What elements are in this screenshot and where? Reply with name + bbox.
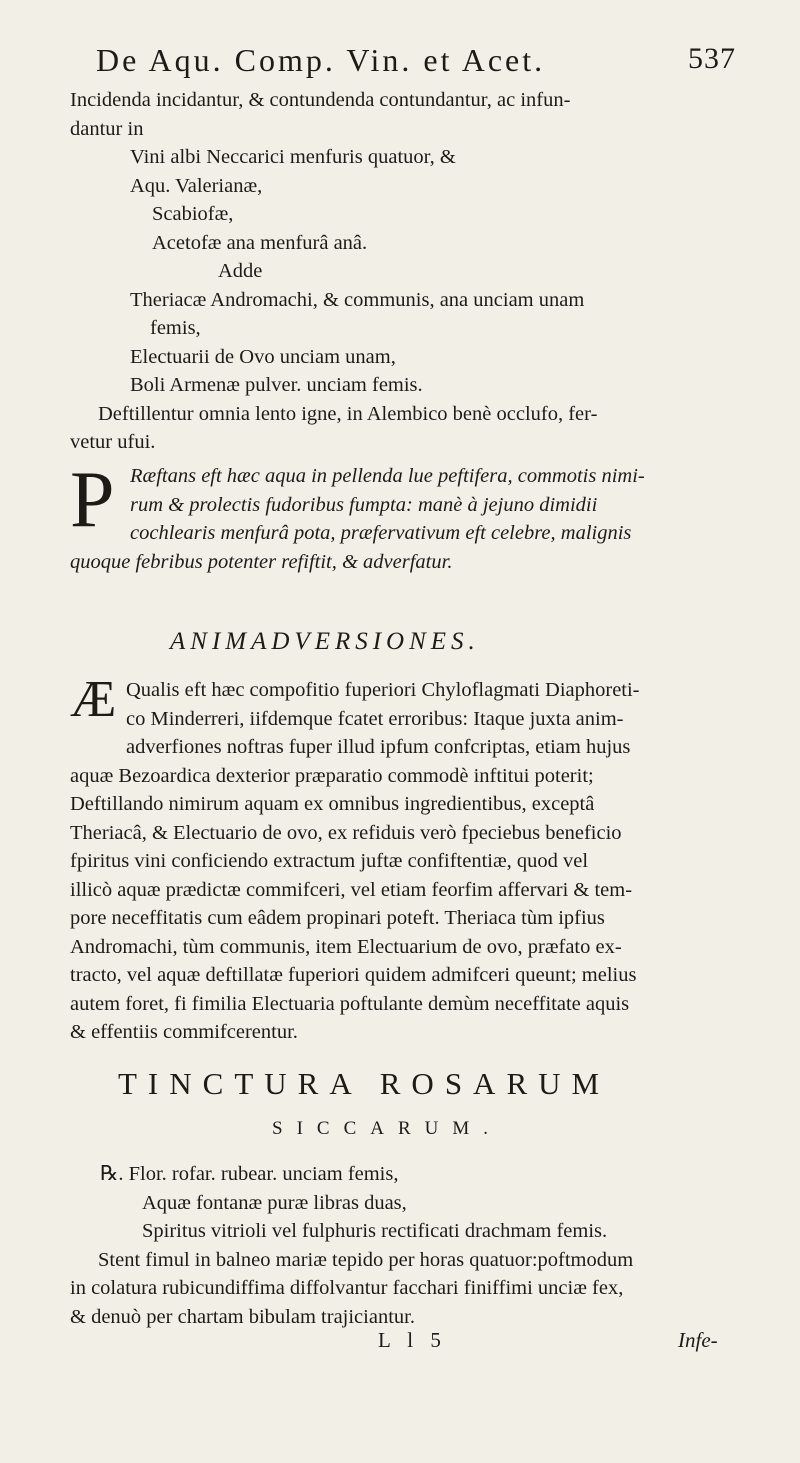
- text-line: Vini albi Neccarici menfuris quatuor, &: [130, 146, 456, 168]
- text-line: vetur ufui.: [70, 431, 156, 453]
- praestans-paragraph: [70, 456, 762, 576]
- catchword: Infe-: [678, 1328, 718, 1352]
- animadversiones-paragraph: [70, 676, 762, 1047]
- text-line: Theriacâ, & Electuario de ovo, ex refiduis verò fpeciebus beneficio: [70, 821, 622, 844]
- text-line: Stent fimul in balneo mariæ tepido per horas quatuor:poftmodum: [98, 1248, 634, 1271]
- text-line: Scabiofæ,: [152, 203, 234, 225]
- text-line: & denuò per chartam bibulam trajiciantur.: [70, 1305, 415, 1328]
- signature-mark: L l 5: [378, 1328, 447, 1352]
- tincture-title: TINCTURA ROSARUM: [118, 1066, 611, 1101]
- text-line: in colatura rubicundiffima diffolvantur facchari finiffimi unciæ fex,: [70, 1277, 624, 1299]
- recipe-one: [70, 86, 762, 457]
- drop-cap-ae: Æ: [70, 671, 117, 728]
- text-line: aquæ Bezoardica dexterior præparatio commodè inftitui poterit;: [70, 764, 594, 787]
- text-line: Deftillando nimirum aquam ex omnibus ingredientibus, exceptâ: [70, 793, 595, 815]
- section-heading: ANIMADVERSIONES.: [170, 628, 480, 655]
- running-title: De Aqu. Comp. Vin. et Acet.: [96, 42, 546, 78]
- text-line: adverfiones noftras fuper illud ipfum confcriptas, etiam hujus: [126, 736, 631, 758]
- text-line: autem foret, fi fimilia Electuaria poftulante demùm neceffitate aquis: [70, 992, 630, 1015]
- drop-cap-p: P: [70, 456, 115, 544]
- text-line: pore neceffitatis cum eâdem propinari poteft. Theriaca tùm ipfius: [70, 907, 605, 929]
- text-line: & effentiis commifcerentur.: [70, 1021, 298, 1043]
- text-line: Ræftans eft hæc aqua in pellenda lue peftifera, commotis nimi-: [130, 465, 645, 487]
- text-line: Theriacæ Andromachi, & communis, ana unciam unam: [130, 288, 585, 311]
- text-line: femis,: [150, 317, 201, 339]
- text-line: ℞. Flor. rofar. rubear. unciam femis,: [100, 1163, 399, 1185]
- running-header: [96, 42, 736, 79]
- text-line: Aqu. Valerianæ,: [130, 174, 263, 197]
- tincture-recipe: [70, 1160, 762, 1331]
- text-line: Qualis eft hæc compofitio fuperiori Chyloflagmati Diaphoreti-: [126, 679, 640, 701]
- text-line: Boli Armenæ pulver. unciam femis.: [130, 374, 423, 396]
- recipe-sign: ℞.: [100, 1163, 124, 1185]
- text-line: Adde: [218, 260, 263, 282]
- text-line: illicò aquæ prædictæ commifceri, vel etiam feorfim affervari & tem-: [70, 878, 633, 901]
- text-line: cochlearis menfurâ pota, præfervativum eft celebre, malignis: [130, 522, 632, 544]
- text-line: rum & prolectis fudoribus fumpta: manè à jejuno dimidii: [130, 493, 598, 516]
- text-line: Deftillentur omnia lento igne, in Alembico benè occlufo, fer-: [98, 402, 598, 425]
- text-line: quoque febribus potenter refiftit, & adverfatur.: [70, 550, 453, 573]
- text-line: dantur in: [70, 117, 144, 140]
- text-line: co Minderreri, iifdemque fcatet erroribus: Itaque juxta anim-: [126, 707, 624, 730]
- text-line: Acetofæ ana menfurâ anâ.: [152, 231, 368, 254]
- text-line: Spiritus vitrioli vel fulphuris rectificati drachmam femis.: [142, 1220, 608, 1242]
- text-line: Aquæ fontanæ puræ libras duas,: [142, 1191, 407, 1214]
- text-line: Andromachi, tùm communis, item Electuarium de ovo, præfato ex-: [70, 935, 622, 958]
- text-line: fpiritus vini conficiendo extractum juftæ confiftentiæ, quod vel: [70, 850, 589, 872]
- page-number: 537: [688, 42, 736, 75]
- tincture-subtitle: SICCARUM.: [272, 1118, 502, 1139]
- text-line: Incidenda incidantur, & contundenda contundantur, ac infun-: [70, 89, 571, 111]
- text-line: tracto, vel aquæ deftillatæ fuperiori quidem admifceri queunt; melius: [70, 964, 637, 986]
- text-line: Electuarii de Ovo unciam unam,: [130, 345, 396, 368]
